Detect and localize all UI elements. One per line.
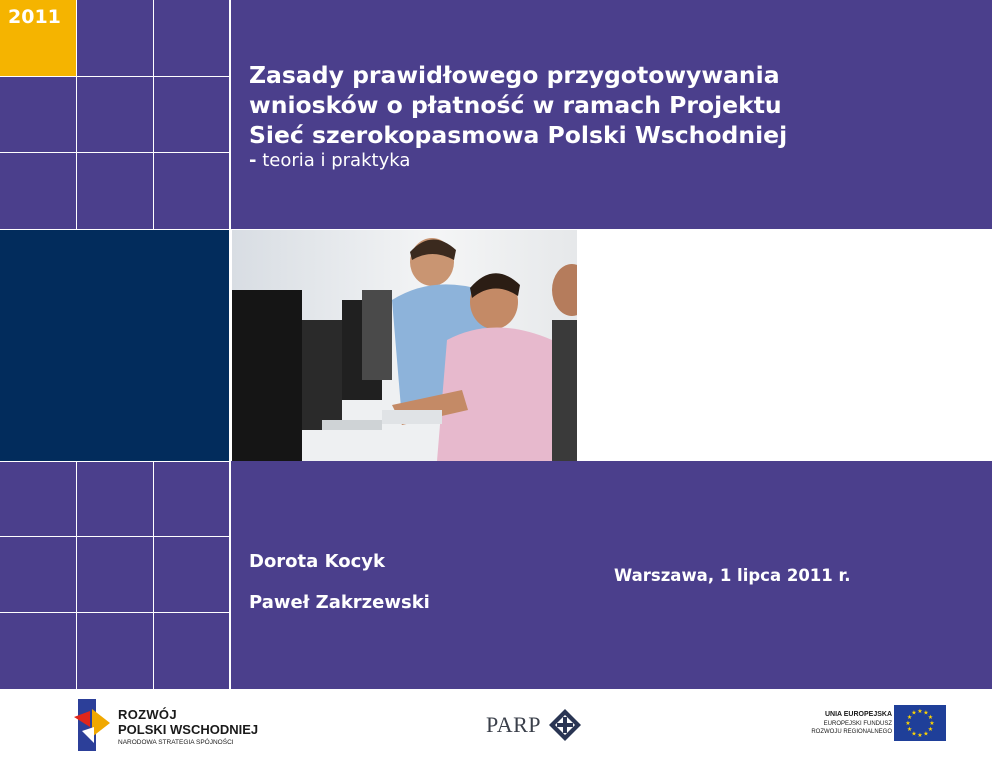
grid-line xyxy=(0,612,229,613)
place-date: Warszawa, 1 lipca 2011 r. xyxy=(614,566,851,585)
grid-line xyxy=(153,461,154,689)
subtitle-text: teoria i praktyka xyxy=(256,150,411,171)
svg-text:★: ★ xyxy=(906,714,913,721)
svg-text:★: ★ xyxy=(917,732,923,739)
page-title xyxy=(249,60,949,150)
rpw-line-1: ROZWÓJ xyxy=(118,707,177,722)
left-navy-block xyxy=(0,229,229,461)
eu-logo xyxy=(800,705,950,745)
svg-text:★: ★ xyxy=(905,720,911,727)
office-photo xyxy=(232,230,577,461)
title-line-1: Zasady prawidłowego przygotowywania xyxy=(249,61,780,89)
parp-logo xyxy=(486,708,586,742)
grid-line xyxy=(76,0,77,229)
grid-line xyxy=(153,0,154,229)
author-1: Dorota Kocyk xyxy=(249,551,385,572)
eu-line-2: EUROPEJSKI FUNDUSZ xyxy=(823,721,892,727)
grid-line xyxy=(0,76,229,77)
year-badge-text: 2011 xyxy=(8,6,61,28)
author-2: Paweł Zakrzewski xyxy=(249,592,430,613)
title-line-3: Sieć szerokopasmowa Polski Wschodniej xyxy=(249,121,788,149)
grid-line xyxy=(0,536,229,537)
subtitle xyxy=(249,150,410,171)
rpw-logo xyxy=(72,697,272,753)
year-badge xyxy=(0,0,76,76)
rpw-emblem-icon xyxy=(72,697,112,753)
parp-text: PARP xyxy=(486,712,542,737)
grid-line xyxy=(0,229,229,230)
svg-text:★: ★ xyxy=(906,726,913,733)
eu-line-1: UNIA EUROPEJSKA xyxy=(824,711,892,718)
grid-line xyxy=(0,461,229,462)
subtitle-dash: - xyxy=(249,150,257,171)
svg-text:★: ★ xyxy=(911,709,917,717)
svg-text:★: ★ xyxy=(923,709,929,717)
svg-text:★: ★ xyxy=(923,730,929,738)
grid-line xyxy=(0,152,229,153)
grid-line xyxy=(229,0,231,689)
svg-text:★: ★ xyxy=(927,714,934,721)
title-line-2: wniosków o płatność w ramach Projektu xyxy=(249,91,782,119)
office-photo-illustration xyxy=(232,230,577,461)
rpw-line-3: NARODOWA STRATEGIA SPÓJNOŚCI xyxy=(118,739,234,746)
svg-text:★: ★ xyxy=(929,720,935,727)
eu-flag-icon xyxy=(894,705,946,741)
parp-diamond-icon xyxy=(548,708,582,742)
svg-text:★: ★ xyxy=(911,730,917,738)
svg-text:★: ★ xyxy=(917,708,923,715)
eu-line-3: ROZWOJU REGIONALNEGO xyxy=(811,729,892,735)
svg-text:★: ★ xyxy=(927,726,934,733)
rpw-line-2: POLSKI WSCHODNIEJ xyxy=(118,722,259,737)
grid-line xyxy=(76,461,77,689)
